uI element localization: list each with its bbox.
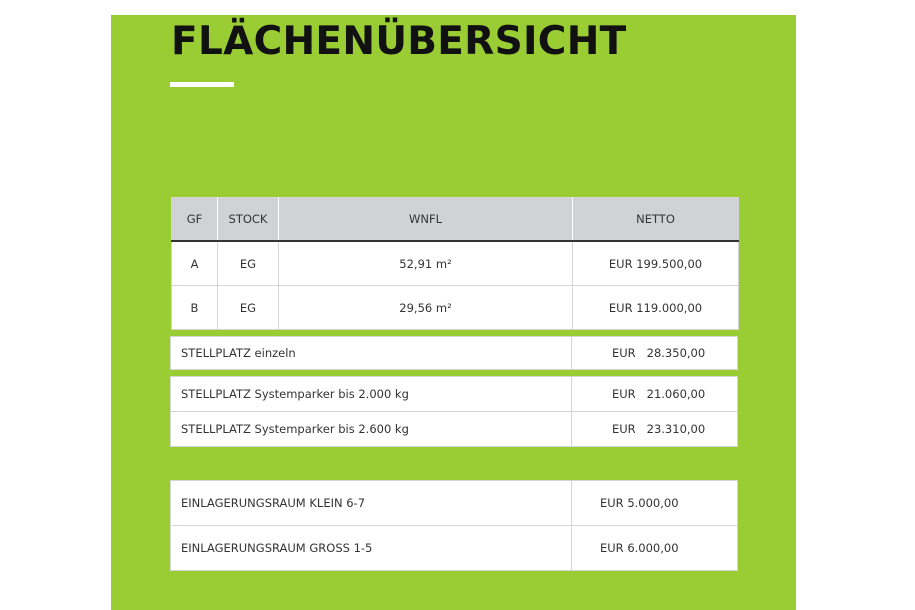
area-table: [171, 197, 739, 330]
table-row: [171, 526, 738, 571]
parking-single-table: [170, 336, 738, 370]
table-row: [171, 481, 738, 526]
cell-stock: EG: [218, 286, 279, 330]
parking-label: STELLPLATZ Systemparker bis 2.000 kg: [171, 377, 572, 412]
cell-gf: B: [172, 286, 218, 330]
storage-price: EUR 5.000,00: [572, 481, 738, 526]
table-row: [172, 241, 739, 286]
cell-netto: EUR 119.000,00: [573, 286, 739, 330]
header-wnfl: WNFL: [279, 198, 573, 242]
storage-label: EINLAGERUNGSRAUM KLEIN 6-7: [171, 481, 572, 526]
page-title: FLÄCHENÜBERSICHT: [171, 19, 627, 64]
header-stock: STOCK: [218, 198, 279, 242]
storage-table: [170, 480, 738, 571]
cell-netto: EUR 199.500,00: [573, 241, 739, 286]
header-gf: GF: [172, 198, 218, 242]
storage-label: EINLAGERUNGSRAUM GROSS 1-5: [171, 526, 572, 571]
header-netto: NETTO: [573, 198, 739, 242]
table-row: [171, 412, 738, 447]
storage-price: EUR 6.000,00: [572, 526, 738, 571]
cell-wnfl: 29,56 m²: [279, 286, 573, 330]
parking-price: EUR 28.350,00: [572, 337, 738, 370]
cell-gf: A: [172, 241, 218, 286]
area-table-header: [172, 198, 739, 242]
title-underline: [170, 82, 234, 87]
parking-label: STELLPLATZ einzeln: [171, 337, 572, 370]
table-row: [172, 286, 739, 330]
cell-stock: EG: [218, 241, 279, 286]
parking-price: EUR 23.310,00: [572, 412, 738, 447]
table-row: [171, 337, 738, 370]
green-panel: [111, 15, 796, 610]
parking-price: EUR 21.060,00: [572, 377, 738, 412]
parking-system-table: [170, 376, 738, 447]
parking-label: STELLPLATZ Systemparker bis 2.600 kg: [171, 412, 572, 447]
cell-wnfl: 52,91 m²: [279, 241, 573, 286]
table-row: [171, 377, 738, 412]
